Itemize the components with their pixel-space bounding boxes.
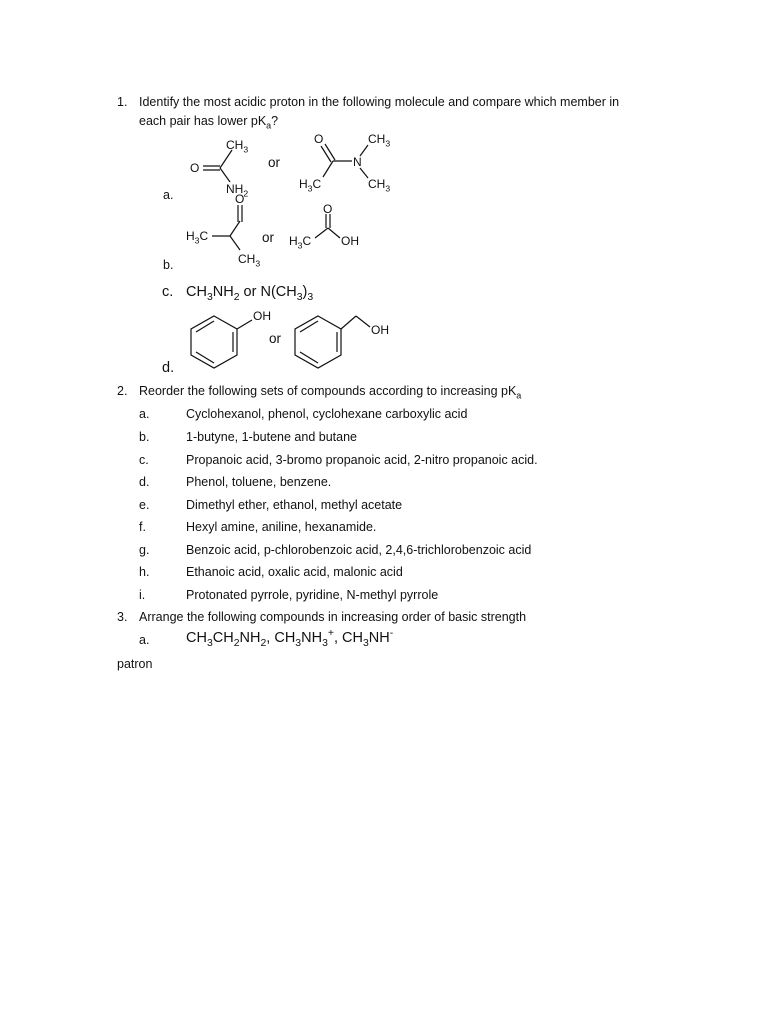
q1c-label: c. [162, 284, 174, 300]
q2-item-i-text: Protonated pyrrole, pyridine, N-methyl pyrrole [186, 588, 439, 602]
q1b-right-oh: OH [341, 234, 359, 248]
footer-text: patron [117, 657, 153, 671]
q1a-right-h3c: $H_3C$ [299, 177, 322, 194]
q2-item-a-label: a. [139, 407, 150, 421]
q1b-or: or [262, 230, 275, 245]
q3-item-a-text: $CH_3CH_2NH_2$, $CH_3NH_3^+$, $CH_3NH^-$ [186, 628, 394, 649]
q1-text-line1: Identify the most acidic proton in the following molecule and compare which member in [139, 95, 620, 109]
q2-item-e-text: Dimethyl ether, ethanol, methyl acetate [186, 498, 403, 512]
q2-item-a-text: Cyclohexanol, phenol, cyclohexane carboxylic acid [186, 407, 468, 421]
q2-item-i-label: i. [139, 588, 146, 602]
q1b-left-h3c: $H_3C$ [186, 229, 209, 246]
q1a-right-ch3-top: $CH_3$ [368, 132, 391, 149]
q1a-right-n: N [353, 155, 362, 169]
q3-number: 3. [117, 610, 128, 624]
q2-item-h-text: Ethanoic acid, oxalic acid, malonic acid [186, 565, 403, 579]
q2-item-g-label: g. [139, 543, 150, 557]
q1a-or: or [268, 155, 281, 170]
q2-item-c-text: Propanoic acid, 3-bromo propanoic acid, 2-nitro propanoic acid. [186, 453, 538, 467]
q1a-right-o: O [314, 132, 324, 146]
q1a-left-nh2: $NH_2$ [226, 182, 249, 199]
q1c-text: $CH_3NH_2$ or $N(CH_3)_3$ [186, 284, 314, 303]
q1d-left-oh: OH [253, 309, 271, 323]
q1a-right-ch3-bottom: $CH_3$ [368, 177, 391, 194]
q1a-label: a. [163, 188, 174, 202]
q2-item-b-text: 1-butyne, 1-butene and butane [186, 430, 357, 444]
q2-item-e-label: e. [139, 498, 150, 512]
q2-item-b-label: b. [139, 430, 150, 444]
q1b-right-h3c: $H_3C$ [289, 234, 312, 251]
q3-text: Arrange the following compounds in increasing order of basic strength [139, 610, 527, 624]
q1b-left-o: O [235, 192, 245, 206]
q1b-right-o: O [323, 202, 333, 216]
q1d-or: or [269, 331, 282, 346]
q3-item-a-label: a. [139, 633, 150, 647]
q2-item-f-text: Hexyl amine, aniline, hexanamide. [186, 520, 377, 534]
q2-number: 2. [117, 384, 128, 398]
q1d-right-oh: OH [371, 323, 389, 337]
q1b-left-ch3: $CH_3$ [238, 252, 261, 269]
q1-text-line2: each pair has lower $pK_a$? [139, 114, 279, 131]
q1d-label: d. [162, 360, 175, 376]
q2-item-c-label: c. [139, 453, 149, 467]
q1b-label: b. [163, 258, 174, 272]
q1a-left-ch3: $CH_3$ [226, 138, 249, 155]
q1-number: 1. [117, 95, 128, 109]
q2-item-d-text: Phenol, toluene, benzene. [186, 475, 332, 489]
q2-item-f-label: f. [139, 520, 146, 534]
q2-item-d-label: d. [139, 475, 150, 489]
q2-item-g-text: Benzoic acid, p-chlorobenzoic acid, 2,4,6-trichlorobenzoic acid [186, 543, 532, 557]
q2-text: Reorder the following sets of compounds according to increasing $pK_a$ [139, 384, 522, 401]
q2-item-h-label: h. [139, 565, 150, 579]
q1a-left-o: O [190, 161, 200, 175]
